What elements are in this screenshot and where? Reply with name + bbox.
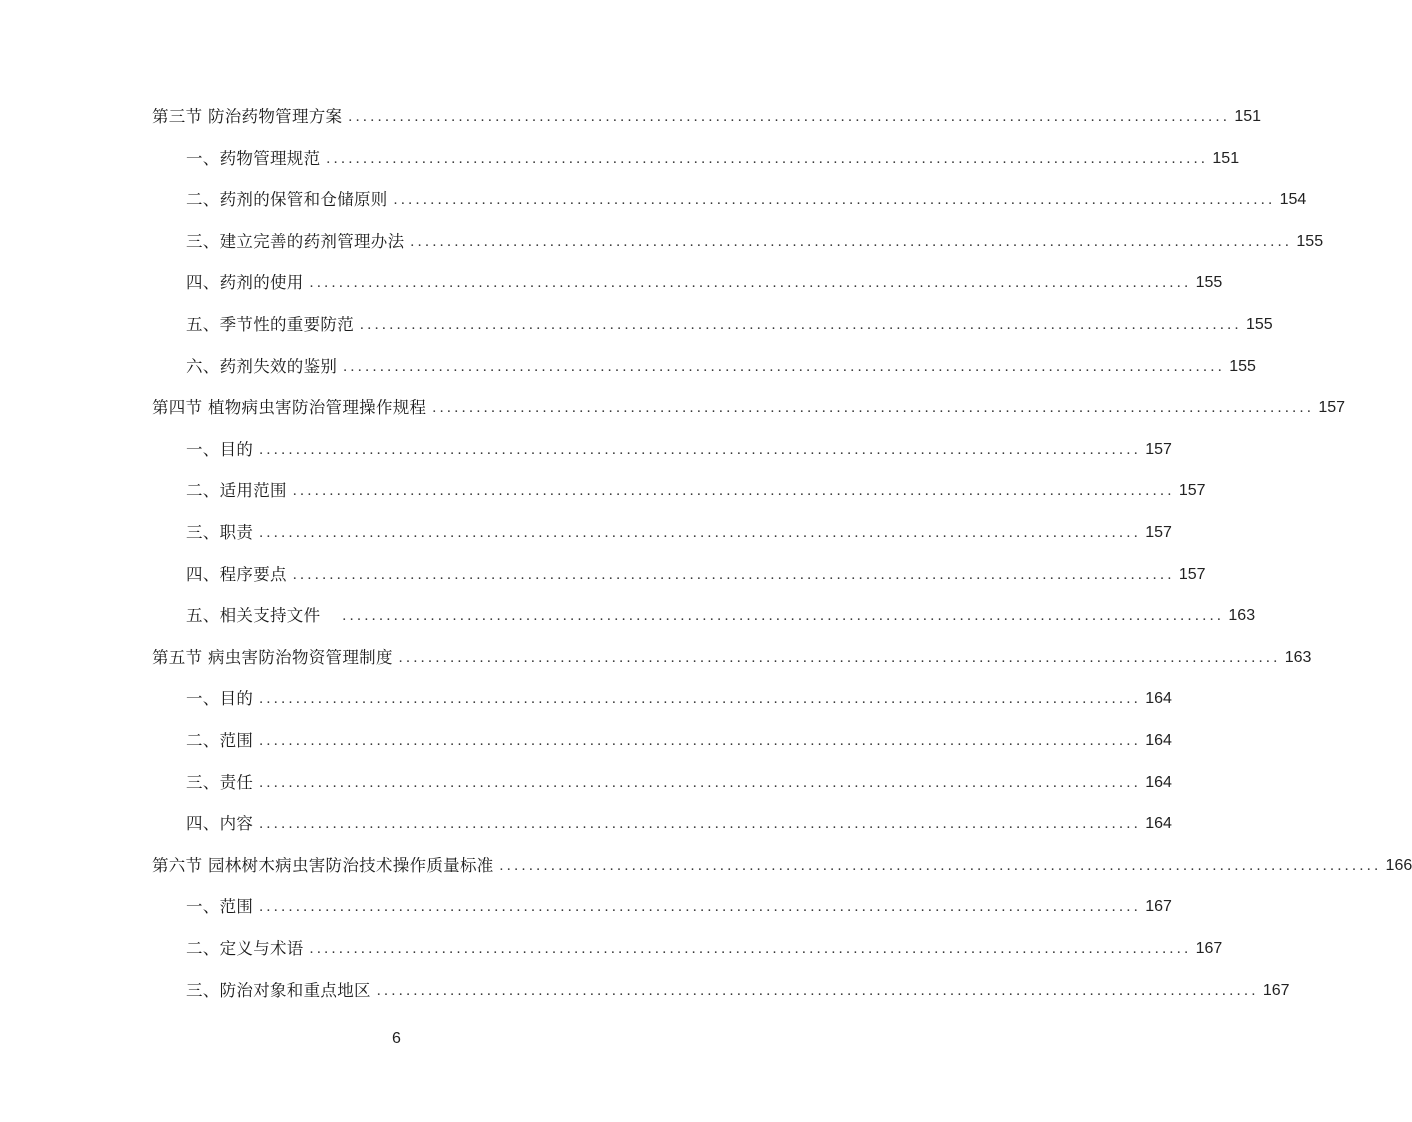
toc-entry[interactable] bbox=[186, 892, 1172, 922]
toc-leader-dots: ........................................................................................................................ bbox=[292, 566, 1175, 583]
toc-entry[interactable] bbox=[186, 144, 1240, 174]
toc-leader-dots: ........................................................................................................................ bbox=[393, 192, 1276, 209]
toc-leader-dots: ........................................................................................................................ bbox=[432, 400, 1315, 417]
toc-entry-page: 163 bbox=[1228, 607, 1256, 625]
toc-entry-page: 157 bbox=[1318, 399, 1346, 417]
toc-entry-label: 六、药剂失效的鉴别 bbox=[186, 356, 338, 376]
toc-leader-dots: ........................................................................................................................ bbox=[343, 358, 1226, 375]
toc-entry[interactable] bbox=[186, 227, 1324, 257]
toc-entry-label: 三、责任 bbox=[186, 772, 254, 792]
toc-leader-dots: ........................................................................................................................ bbox=[499, 857, 1382, 874]
toc-entry-page: 167 bbox=[1145, 898, 1172, 916]
toc-entry-label: 第六节 园林树木病虫害防治技术操作质量标准 bbox=[152, 855, 494, 875]
toc-entry-label: 二、范围 bbox=[186, 731, 254, 750]
toc-entry-label: 一、范围 bbox=[186, 897, 254, 917]
page-number: 6 bbox=[392, 1030, 401, 1047]
toc-leader-dots: ........................................................................................................................ bbox=[410, 233, 1293, 250]
toc-entry[interactable] bbox=[186, 476, 1206, 506]
toc-entry[interactable] bbox=[186, 768, 1172, 798]
toc-leader-dots: ........................................................................................................................ bbox=[259, 816, 1142, 833]
toc-entry-page: 154 bbox=[1279, 191, 1307, 209]
toc-entry-label: 二、适用范围 bbox=[186, 481, 287, 501]
toc-entry-label: 二、药剂的保管和仓储原则 bbox=[186, 190, 388, 210]
toc-entry[interactable] bbox=[152, 393, 1346, 423]
toc-entry[interactable] bbox=[186, 310, 1273, 340]
toc-entry-label: 三、防治对象和重点地区 bbox=[186, 980, 371, 1000]
toc-entry-page: 164 bbox=[1145, 732, 1172, 749]
toc-leader-dots: ........................................................................................................................ bbox=[259, 441, 1142, 458]
toc-entry-label: 三、建立完善的药剂管理办法 bbox=[186, 231, 405, 251]
toc-entry[interactable] bbox=[186, 809, 1172, 839]
toc-entry[interactable] bbox=[152, 643, 1312, 673]
toc-leader-dots: ........................................................................................................................ bbox=[259, 774, 1142, 791]
toc-leader-dots: ........................................................................................................................ bbox=[360, 317, 1242, 333]
toc-entry-page: 155 bbox=[1195, 274, 1223, 292]
toc-entry-page: 164 bbox=[1145, 773, 1172, 791]
toc-entry-page: 151 bbox=[1234, 108, 1262, 125]
toc-leader-dots: ........................................................................................................................ bbox=[376, 982, 1259, 999]
toc-entry-page: 167 bbox=[1195, 940, 1223, 957]
toc-entry-page: 157 bbox=[1178, 482, 1206, 500]
toc-entry[interactable] bbox=[186, 518, 1172, 548]
toc-entry-label: 四、药剂的使用 bbox=[186, 273, 304, 293]
toc-entry[interactable] bbox=[152, 851, 1412, 881]
toc-leader-dots: ........................................................................................................................ bbox=[326, 150, 1209, 167]
toc-entry[interactable] bbox=[186, 560, 1206, 590]
toc-entry[interactable] bbox=[186, 934, 1223, 964]
toc-leader-dots: ........................................................................................................................ bbox=[259, 733, 1142, 749]
toc-entry-page: 166 bbox=[1385, 856, 1412, 874]
toc-entry[interactable] bbox=[186, 601, 1256, 631]
toc-entry-page: 155 bbox=[1246, 316, 1273, 333]
toc-leader-dots: ........................................................................................................................ bbox=[259, 899, 1142, 916]
toc-entry-page: 163 bbox=[1284, 648, 1312, 666]
toc-entry-label: 一、目的 bbox=[186, 439, 254, 459]
toc-entry-label: 第四节 植物病虫害防治管理操作规程 bbox=[152, 398, 427, 418]
toc-entry[interactable] bbox=[186, 976, 1290, 1006]
toc-entry-label: 第五节 病虫害防治物资管理制度 bbox=[152, 647, 393, 667]
toc-entry-label: 二、定义与术语 bbox=[186, 939, 304, 958]
toc-entry[interactable] bbox=[186, 352, 1256, 382]
toc-entry-page: 155 bbox=[1229, 357, 1256, 375]
toc-leader-dots: ........................................................................................................................ bbox=[309, 941, 1192, 957]
toc-entry[interactable] bbox=[186, 268, 1223, 298]
toc-entry[interactable] bbox=[186, 684, 1172, 714]
toc-entry-label: 四、内容 bbox=[186, 814, 254, 834]
toc-leader-dots: ........................................................................................................................ bbox=[342, 608, 1225, 625]
toc-entry-label: 第三节 防治药物管理方案 bbox=[152, 107, 343, 126]
toc-entry-page: 157 bbox=[1178, 565, 1206, 583]
toc-entry-label: 四、程序要点 bbox=[186, 564, 287, 584]
toc-leader-dots: ........................................................................................................................ bbox=[292, 483, 1175, 500]
toc-entry-page: 157 bbox=[1145, 440, 1172, 458]
toc-entry-page: 167 bbox=[1262, 981, 1290, 999]
toc-leader-dots: ........................................................................................................................ bbox=[259, 525, 1142, 541]
toc-entry-label: 五、季节性的重要防范 bbox=[186, 315, 354, 334]
toc-entry-page: 151 bbox=[1212, 149, 1240, 167]
toc-entry-page: 164 bbox=[1145, 815, 1172, 833]
toc-entry-page: 157 bbox=[1145, 524, 1172, 541]
toc-leader-dots: ........................................................................................................................ bbox=[348, 109, 1231, 125]
toc-entry[interactable] bbox=[152, 102, 1262, 132]
toc-entry-label: 三、职责 bbox=[186, 523, 254, 542]
toc-entry[interactable] bbox=[186, 435, 1172, 465]
toc-leader-dots: ........................................................................................................................ bbox=[398, 649, 1281, 666]
toc-entry-page: 155 bbox=[1296, 232, 1324, 250]
toc-entry[interactable] bbox=[186, 185, 1307, 215]
toc-leader-dots: ........................................................................................................................ bbox=[309, 275, 1192, 292]
toc-entry-label: 一、药物管理规范 bbox=[186, 148, 321, 168]
toc-entry-label: 五、相关支持文件 bbox=[186, 606, 321, 626]
toc-entry[interactable] bbox=[186, 726, 1172, 756]
toc-entry-label: 一、目的 bbox=[186, 689, 254, 709]
toc-entry-page: 164 bbox=[1145, 690, 1172, 708]
toc-leader-dots: ........................................................................................................................ bbox=[259, 691, 1142, 708]
